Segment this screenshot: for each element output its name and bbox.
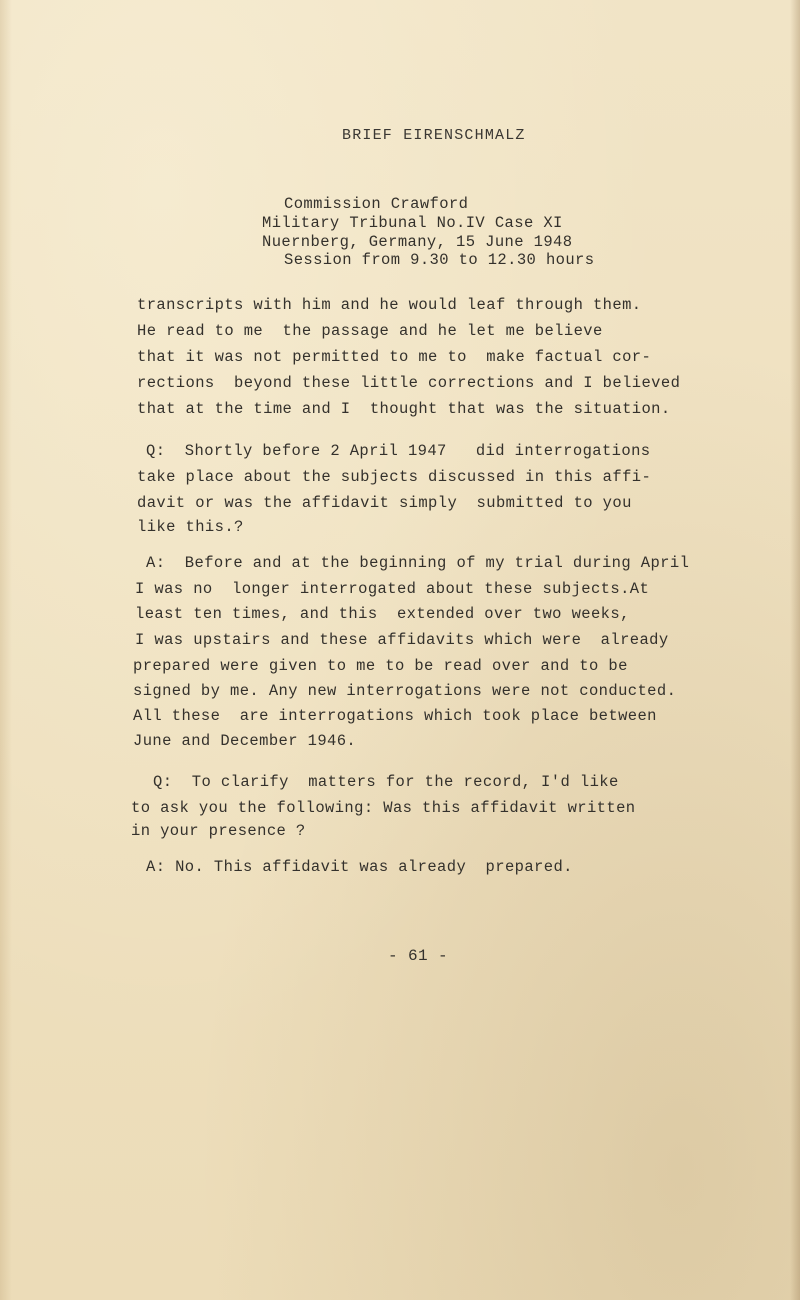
- answer-1-line-8: June and December 1946.: [133, 732, 357, 750]
- answer-1-line-5: prepared were given to me to be read over and to be: [133, 657, 628, 675]
- question-2-line-2: to ask you the following: Was this affidavit written: [131, 799, 636, 817]
- paper-edge-right: [790, 0, 800, 1300]
- answer-1-line-4: I was upstairs and these affidavits which were already: [135, 631, 669, 649]
- answer-2-line-1: A: No. This affidavit was already prepared.: [146, 858, 573, 876]
- paper-edge-left: [0, 0, 12, 1300]
- answer-1-line-3: least ten times, and this extended over two weeks,: [135, 605, 630, 623]
- question-2-line-1: Q: To clarify matters for the record, I'd like: [153, 773, 619, 791]
- paragraph-1-line-2: He read to me the passage and he let me believe: [137, 322, 603, 340]
- session-commission: Commission Crawford: [284, 195, 469, 213]
- paragraph-1-line-4: rections beyond these little corrections and I believed: [137, 374, 681, 392]
- answer-1-line-7: All these are interrogations which took place between: [133, 707, 657, 725]
- question-2-line-3: in your presence ?: [131, 822, 306, 840]
- question-1-line-3: davit or was the affidavit simply submitted to you: [137, 494, 632, 512]
- answer-1-line-2: I was no longer interrogated about these subjects.At: [135, 580, 650, 598]
- session-hours: Session from 9.30 to 12.30 hours: [284, 251, 595, 269]
- answer-1-line-1: A: Before and at the beginning of my trial during April: [146, 554, 690, 572]
- paragraph-1-line-5: that at the time and I thought that was the situation.: [137, 400, 671, 418]
- question-1-line-4: like this.?: [137, 518, 244, 536]
- answer-1-line-6: signed by me. Any new interrogations were not conducted.: [133, 682, 677, 700]
- paragraph-1-line-1: transcripts with him and he would leaf through them.: [137, 296, 642, 314]
- question-1-line-2: take place about the subjects discussed in this affi-: [137, 468, 652, 486]
- session-location-date: Nuernberg, Germany, 15 June 1948: [262, 233, 573, 251]
- question-1-line-1: Q: Shortly before 2 April 1947 did interrogations: [146, 442, 651, 460]
- paragraph-1-line-3: that it was not permitted to me to make factual cor-: [137, 348, 652, 366]
- session-tribunal: Military Tribunal No.IV Case XI: [262, 214, 563, 232]
- page-number: - 61 -: [388, 947, 449, 965]
- document-title: BRIEF EIRENSCHMALZ: [342, 127, 526, 144]
